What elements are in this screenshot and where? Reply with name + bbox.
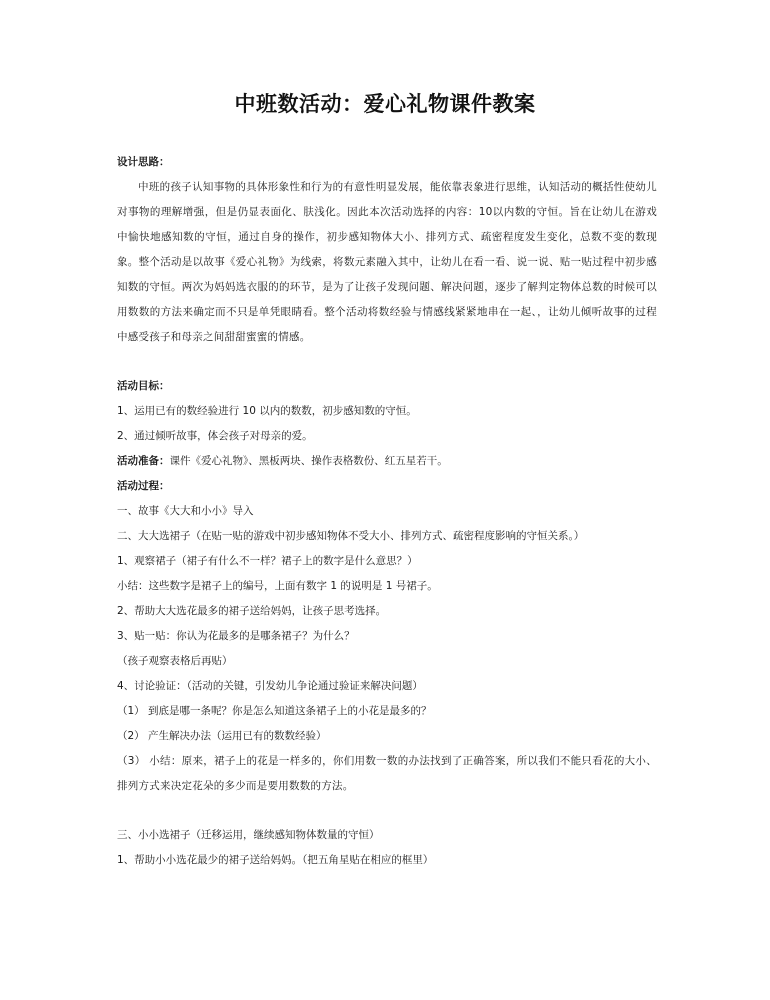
goal-item-2: 2、通过倾听故事，体会孩子对母亲的爱。 [117,430,313,442]
goals-heading: 活动目标： [117,380,170,392]
spacer [117,350,657,374]
document-title: 中班数活动：爱心礼物课件教案 [234,91,536,116]
process-line: 1、观察裙子（裙子有什么不一样？裙子上的数字是什么意思？） [117,555,418,567]
process-line: 一、故事《大大和小小》导入 [117,505,254,517]
process-heading: 活动过程： [117,480,170,492]
prep-label: 活动准备： [117,455,170,467]
process-line: （孩子观察表格后再贴） [117,655,233,667]
document-body [117,150,657,873]
design-paragraph: 中班的孩子认知事物的具体形象性和行为的有意性明显发展，能依靠表象进行思维，认知活动的概括性使幼儿对事物的理解增强，但是仍显表面化、肤浅化。因此本次活动选择的内容：10以内数的守恒。旨在让幼儿在游戏中愉快地感知数的守恒，通过自身的操作，初步感知物体大小、排列方式、疏密程度发生变化，总数不变的数现象。整个活动是以故事《爱心礼物》为线索，将数元素融入其中，让幼儿在看一看、说一说、贴一贴过程中初步感知数的守恒。两次为妈妈选衣服的的环节，是为了让孩子发现问题、解决问题，逐步了解判定物体总数的时候可以用数数的方法来确定而不只是单凭眼睛看。整个活动将数经验与情感线紧紧地串在一起、，让幼儿倾听故事的过程中感受孩子和母亲之间甜甜蜜蜜的情感。 [117,181,657,343]
process-line: （1） 到底是哪一条呢？你是怎么知道这条裙子上的小花是最多的？ [117,705,432,717]
process-line: 3、贴一贴：你认为花最多的是哪条裙子？为什么？ [117,630,355,642]
process-line: （2） 产生解决办法（运用已有的数数经验） [117,730,327,742]
process-line: 三、小小选裙子（迁移运用，继续感知物体数量的守恒） [117,829,380,841]
goal-item-1: 1、运用已有的数经验进行 10 以内的数数，初步感知数的守恒。 [117,405,417,417]
prep-text: 课件《爱心礼物》、黑板两块、操作表格数份、红五星若干。 [169,455,448,467]
design-heading: 设计思路： [117,156,170,168]
process-line: 4、讨论验证：（活动的关键，引发幼儿争论通过验证来解决问题） [117,680,423,692]
process-summary: （3） 小结：原来，裙子上的花是一样多的，你们用数一数的办法找到了正确答案，所以我们不能只看花的大小、排列方式来决定花朵的多少而是要用数数的方法。 [117,755,657,792]
process-line: 1、帮助小小选花最少的裙子送给妈妈。（把五角星贴在相应的框里） [117,854,434,866]
process-line: 2、帮助大大选花最多的裙子送给妈妈，让孩子思考选择。 [117,605,387,617]
prep-line [117,449,657,474]
process-line: 小结：这些数字是裙子上的编号，上面有数字 1 的说明是 1 号裙子。 [117,580,438,592]
spacer [117,799,657,823]
process-line: 二、大大选裙子（在贴一贴的游戏中初步感知物体不受大小、排列方式、疏密程度影响的守恒关系。） [117,530,585,542]
